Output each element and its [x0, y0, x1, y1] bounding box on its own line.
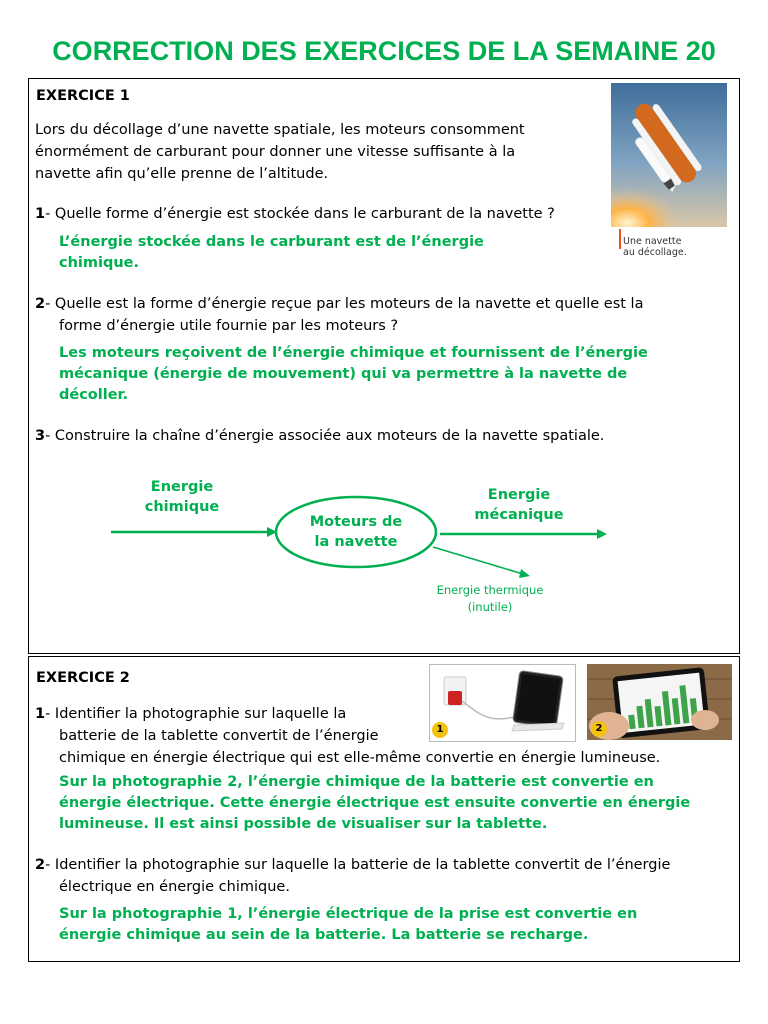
label-line: Moteurs de	[309, 514, 403, 530]
question-text: batterie de la tablette convertit de l’énergie	[59, 728, 379, 744]
label-line: Energie thermique	[436, 583, 544, 597]
answer-line: lumineuse. Il est ainsi possible de visualiser sur la tablette.	[59, 816, 548, 832]
question-2	[35, 854, 735, 898]
answer-line: mécanique (énergie de mouvement) qui va permettre à la navette de	[59, 366, 628, 382]
label-line: Energie	[150, 479, 214, 495]
exercise-1-box	[28, 78, 740, 654]
question-text: chimique en énergie électrique qui est elle-même convertie en énergie lumineuse.	[59, 750, 661, 766]
exercise-2-heading: EXERCICE 2	[36, 670, 130, 686]
photo-badge: 2	[591, 721, 607, 737]
intro-line: navette afin qu’elle prenne de l’altitude.	[35, 166, 329, 182]
loss-arrow-head	[519, 569, 530, 578]
question-text: - Identifier la photographie sur laquelle la batterie de la tablette convertit de l’énergie	[45, 857, 671, 873]
question-number: 1	[35, 206, 46, 222]
answer-line: énergie chimique au sein de la batterie. La batterie se recharge.	[59, 927, 589, 943]
loss-arrow-line	[433, 547, 523, 574]
question-text: - Construire la chaîne d’énergie associée aux moteurs de la navette spatiale.	[45, 428, 605, 444]
photo-badge: 1	[432, 722, 448, 738]
caption-line: au décollage.	[623, 247, 687, 258]
question-text: - Identifier la photographie sur laquelle la	[45, 706, 347, 722]
label-line: la navette	[314, 534, 398, 550]
intro-line: énormément de carburant pour donner une vitesse suffisante à la	[35, 144, 516, 160]
diagram-loss-label	[420, 582, 560, 616]
caption-line: Une navette	[623, 236, 682, 247]
output-arrow-head	[597, 529, 607, 539]
diagram-output-label	[469, 485, 569, 525]
question-text: - Quelle est la forme d’énergie reçue par les moteurs de la navette et quelle est la	[45, 296, 644, 312]
energy-chain-diagram	[29, 79, 739, 653]
exercise-1-heading: EXERCICE 1	[36, 88, 130, 104]
intro-line: Lors du décollage d’une navette spatiale, les moteurs consomment	[35, 122, 525, 138]
question-number: 2	[35, 296, 46, 312]
diagram-input-label	[132, 477, 232, 517]
label-line: (inutile)	[467, 600, 513, 614]
answer-line: L’énergie stockée dans le carburant est de l’énergie	[59, 234, 484, 250]
answer-line: décoller.	[59, 387, 129, 403]
answer-line: énergie électrique. Cette énergie électrique est ensuite convertie en énergie	[59, 795, 691, 811]
label-line: chimique	[144, 499, 220, 515]
question-text: - Quelle forme d’énergie est stockée dans le carburant de la navette ?	[45, 206, 555, 222]
question-text: électrique en énergie chimique.	[59, 879, 290, 895]
question-text: forme d’énergie utile fournie par les moteurs ?	[59, 318, 399, 334]
question-1	[35, 703, 735, 769]
question-number: 1	[35, 706, 46, 722]
answer-line: Les moteurs reçoivent de l’énergie chimique et fournissent de l’énergie	[59, 345, 648, 361]
answer-line: Sur la photographie 2, l’énergie chimique de la batterie est convertie en	[59, 774, 654, 790]
diagram-converter-label	[296, 512, 416, 552]
exercise-2-box	[28, 656, 740, 962]
answer-2	[59, 904, 739, 946]
answer-line: Sur la photographie 1, l’énergie électrique de la prise est convertie en	[59, 906, 638, 922]
answer-1	[59, 772, 739, 835]
answer-line: chimique.	[59, 255, 140, 271]
question-number: 2	[35, 857, 46, 873]
page-title: CORRECTION DES EXERCICES DE LA SEMAINE 20	[52, 36, 716, 66]
label-line: Energie	[487, 487, 551, 503]
label-line: mécanique	[474, 507, 564, 523]
question-number: 3	[35, 428, 46, 444]
